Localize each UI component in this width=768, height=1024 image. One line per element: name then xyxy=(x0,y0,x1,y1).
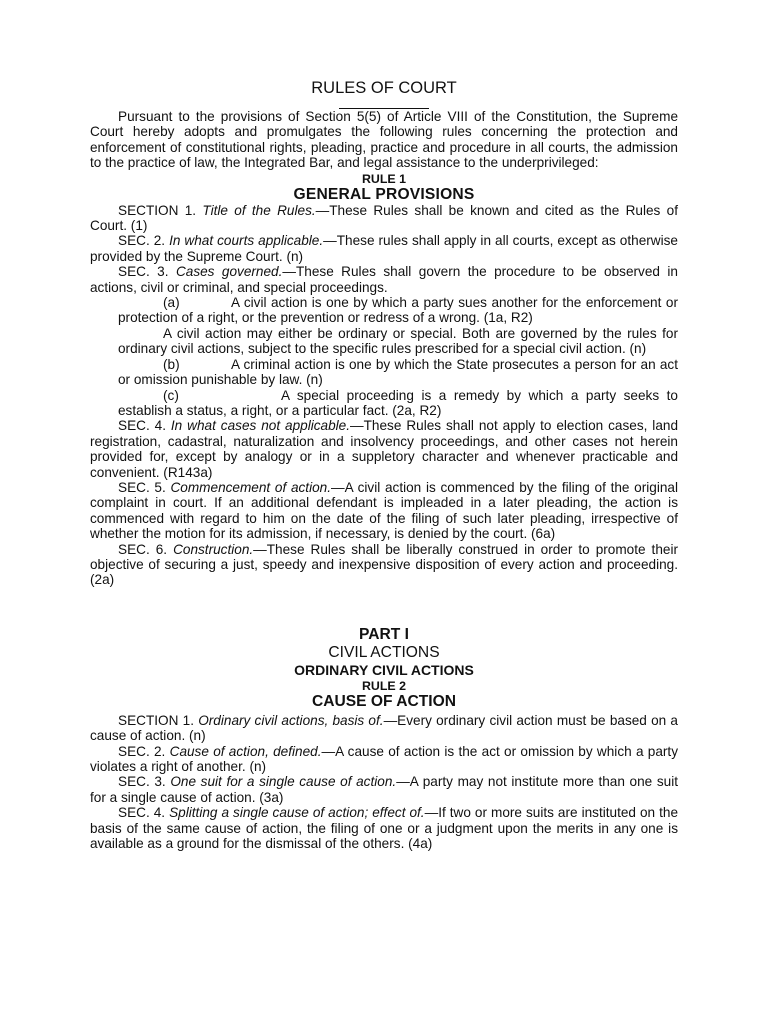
rule-1-section-3-item-a: (a) A civil action is one by which a party sues another for the enforcement or protection of a right, or the prevention or redress of a wrong. (1a, R2) xyxy=(118,295,678,326)
part-1-number: PART I xyxy=(359,625,409,643)
preamble: Pursuant to the provisions of Section 5(5) of Article VIII of the Constitution, the Supreme Court hereby adopts and promulgates the following rules concerning the protection and enforcement of constitutional rights, pleading, practice and procedure in all courts, the admission to the practice of law, the Integrated Bar, and legal assistance to the underprivileged: xyxy=(90,109,678,171)
rule-1-section-1: SECTION 1. Title of the Rules.—These Rules shall be known and cited as the Rules of Court. (1) xyxy=(90,202,678,234)
rule-1-section-3-item-a-para-2: A civil action may either be ordinary or special. Both are governed by the rules for ordinary civil actions, subject to the specific rules prescribed for a special civil action. (n) xyxy=(118,325,678,357)
rule-1-section-4: SEC. 4. In what cases not applicable.—These Rules shall not apply to election cases, land registration, cadastral, naturalization and insolvency proceedings, and other cases not herein provided for, except by analogy or in a suppletory character and whenever practicable and convenient. (R143a) xyxy=(90,418,679,480)
rule-1-section-2: SEC. 2. In what courts applicable.—These rules shall apply in all courts, except as otherwise provided by the Supreme Court. (n) xyxy=(90,233,678,264)
rule-2-section-2: SEC. 2. Cause of action, defined.—A cause of action is the act or omission by which a party violates a right of another. (n) xyxy=(90,743,679,774)
rule-1-section-6: SEC. 6. Construction.—These Rules shall be liberally construed in order to promote their objective of securing a just, speedy and inexpensive disposition of every action and proceeding. (2a) xyxy=(90,541,679,588)
document-title: RULES OF COURT xyxy=(311,79,457,97)
part-1-title: CIVIL ACTIONS xyxy=(328,643,440,661)
rule-1-section-5: SEC. 5. Commencement of action.—A civil action is commenced by the filing of the original complaint in court. If an additional defendant is impleaded in a later pleading, the action is commenced with regard to him on the date of the filing of such later pleading, irrespective of whether the motion for its admission, if necessary, is denied by the court. (6a) xyxy=(90,479,678,542)
rule-2-section-4: SEC. 4. Splitting a single cause of action; effect of.—If two or more suits are instituted on the basis of the same cause of action, the filing of one or a judgment upon the merits in any one is available as a ground for the dismissal of the others. (4a) xyxy=(90,805,679,852)
rule-2-title: CAUSE OF ACTION xyxy=(311,692,457,710)
rule-2-section-1: SECTION 1. Ordinary civil actions, basis of.—Every ordinary civil action must be based on a cause of action. (n) xyxy=(90,712,678,744)
rule-1-section-3-item-c: (c) A special proceeding is a remedy by which a party seeks to establish a status, a right, or a particular fact. (2a, R2) xyxy=(118,387,678,418)
rule-2-number: RULE 2 xyxy=(361,678,407,693)
rule-1-number: RULE 1 xyxy=(361,171,407,186)
rule-1-section-3: SEC. 3. Cases governed.—These Rules shall govern the procedure to be observed in actions, civil or criminal, and special proceedings. xyxy=(90,264,678,295)
rule-2-section-3: SEC. 3. One suit for a single cause of action.—A party may not institute more than one suit for a single cause of action. (3a) xyxy=(90,774,679,805)
part-1-subtitle: ORDINARY CIVIL ACTIONS xyxy=(294,661,474,678)
rule-1-section-3-item-b: (b) A criminal action is one by which the State prosecutes a person for an act or omission punishable by law. (n) xyxy=(118,356,678,388)
rule-1-title: GENERAL PROVISIONS xyxy=(293,185,475,203)
